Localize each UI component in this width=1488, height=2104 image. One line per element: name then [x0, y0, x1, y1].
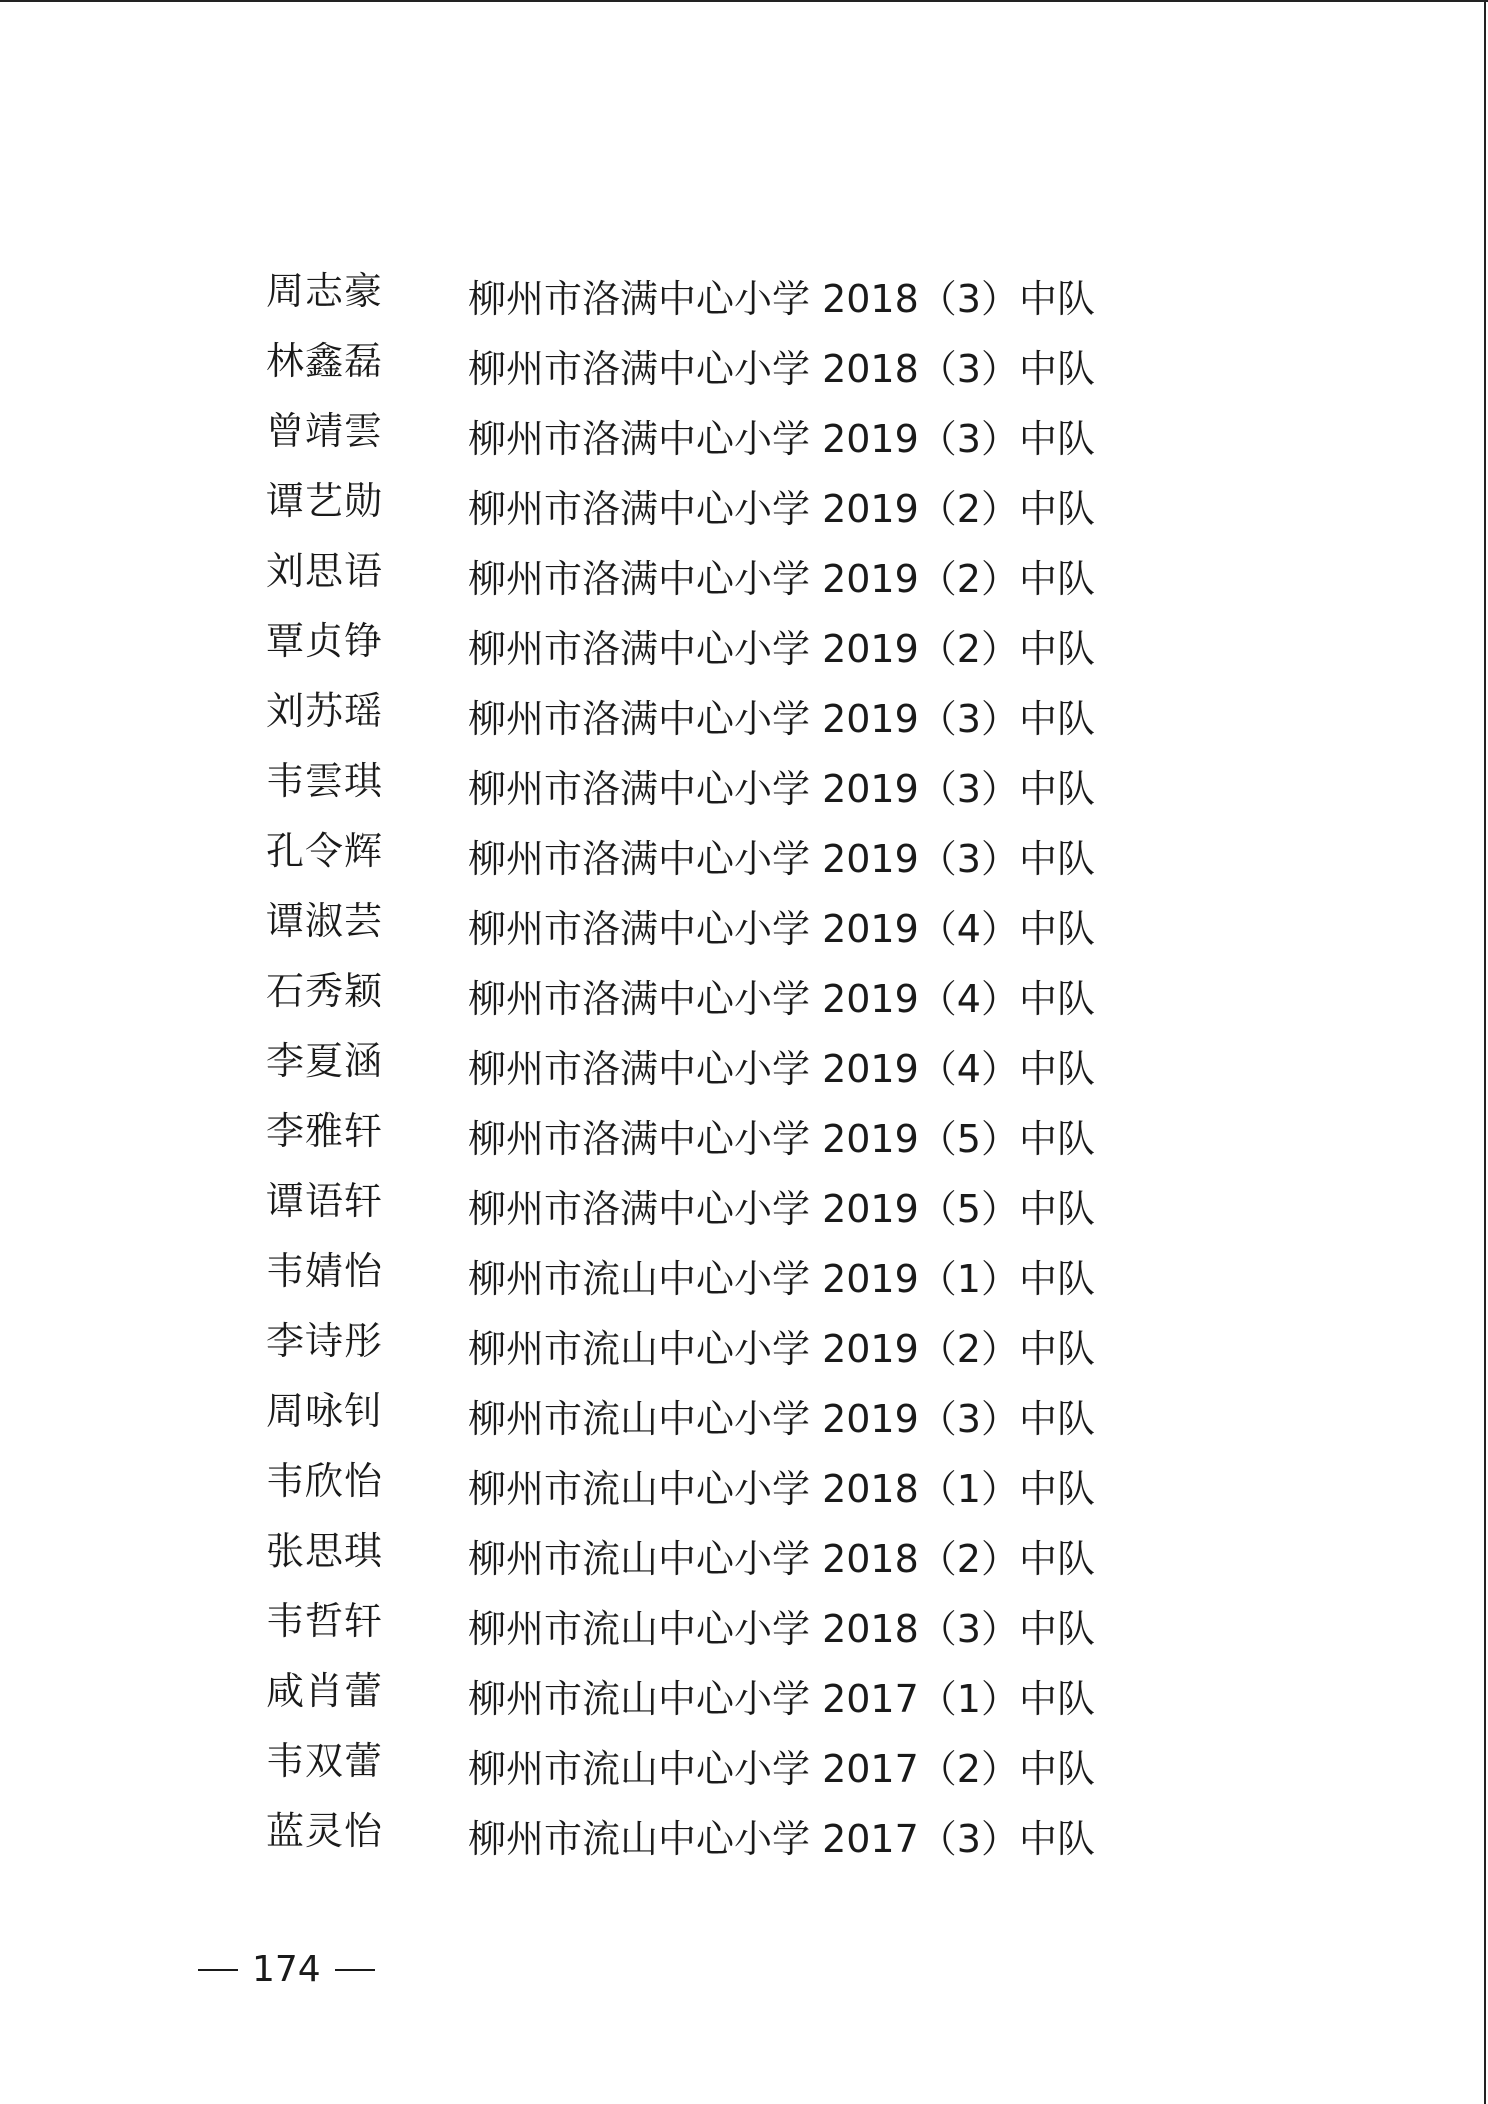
student-name: 张思琪	[266, 1529, 384, 1573]
student-name: 韦双蕾	[266, 1739, 384, 1783]
student-name: 刘思语	[266, 549, 384, 593]
page-right-border	[1484, 0, 1486, 2104]
student-name: 韦雲琪	[266, 759, 384, 803]
list-item	[266, 816, 1166, 886]
school-unit: 柳州市流山中心小学 2019（1）中队	[468, 1257, 1095, 1301]
list-item	[266, 886, 1166, 956]
list-item	[266, 1376, 1166, 1446]
list-item	[266, 536, 1166, 606]
student-name: 覃贞铮	[266, 619, 384, 663]
school-unit: 柳州市洛满中心小学 2019（3）中队	[468, 837, 1095, 881]
list-item	[266, 956, 1166, 1026]
school-unit: 柳州市洛满中心小学 2019（2）中队	[468, 557, 1095, 601]
student-name: 孔令辉	[266, 829, 384, 873]
school-unit: 柳州市洛满中心小学 2019（3）中队	[468, 417, 1095, 461]
student-name: 周志豪	[266, 269, 384, 313]
school-unit: 柳州市流山中心小学 2017（1）中队	[468, 1677, 1095, 1721]
list-item	[266, 1726, 1166, 1796]
student-name: 林鑫磊	[266, 339, 384, 383]
list-item	[266, 1306, 1166, 1376]
student-name: 李诗彤	[266, 1319, 384, 1363]
list-item	[266, 1026, 1166, 1096]
student-name: 刘苏瑶	[266, 689, 384, 733]
page-top-border	[0, 0, 1488, 2]
school-unit: 柳州市洛满中心小学 2018（3）中队	[468, 347, 1095, 391]
school-unit: 柳州市流山中心小学 2018（2）中队	[468, 1537, 1095, 1581]
student-name: 谭淑芸	[266, 899, 384, 943]
list-item	[266, 1586, 1166, 1656]
list-item	[266, 396, 1166, 466]
student-name: 李雅轩	[266, 1109, 384, 1153]
school-unit: 柳州市洛满中心小学 2019（4）中队	[468, 1047, 1095, 1091]
page-footer	[198, 1942, 375, 1998]
list-item	[266, 1096, 1166, 1166]
student-name: 谭艺勋	[266, 479, 384, 523]
school-unit: 柳州市洛满中心小学 2019（5）中队	[468, 1187, 1095, 1231]
list-item	[266, 1796, 1166, 1866]
school-unit: 柳州市洛满中心小学 2018（3）中队	[468, 277, 1095, 321]
school-unit: 柳州市洛满中心小学 2019（5）中队	[468, 1117, 1095, 1161]
list-item	[266, 1166, 1166, 1236]
school-unit: 柳州市洛满中心小学 2019（4）中队	[468, 907, 1095, 951]
list-item	[266, 326, 1166, 396]
school-unit: 柳州市流山中心小学 2019（2）中队	[468, 1327, 1095, 1371]
school-unit: 柳州市洛满中心小学 2019（2）中队	[468, 627, 1095, 671]
student-name: 曾靖雲	[266, 409, 384, 453]
school-unit: 柳州市洛满中心小学 2019（4）中队	[468, 977, 1095, 1021]
student-name: 李夏涵	[266, 1039, 384, 1083]
school-unit: 柳州市流山中心小学 2017（3）中队	[468, 1817, 1095, 1861]
honor-list	[266, 256, 1166, 1866]
footer-dash-left	[198, 1969, 238, 1971]
student-name: 韦婧怡	[266, 1249, 384, 1293]
list-item	[266, 676, 1166, 746]
list-item	[266, 1446, 1166, 1516]
list-item	[266, 1516, 1166, 1586]
school-unit: 柳州市流山中心小学 2018（1）中队	[468, 1467, 1095, 1511]
list-item	[266, 466, 1166, 536]
student-name: 蓝灵怡	[266, 1809, 384, 1853]
page-number: 174	[252, 1949, 321, 1990]
school-unit: 柳州市洛满中心小学 2019（3）中队	[468, 767, 1095, 811]
student-name: 石秀颖	[266, 969, 384, 1013]
school-unit: 柳州市洛满中心小学 2019（2）中队	[468, 487, 1095, 531]
student-name: 周咏钊	[266, 1389, 384, 1433]
student-name: 咸肖蕾	[266, 1669, 384, 1713]
student-name: 谭语轩	[266, 1179, 384, 1223]
list-item	[266, 1236, 1166, 1306]
list-item	[266, 746, 1166, 816]
footer-dash-right	[335, 1969, 375, 1971]
list-item	[266, 1656, 1166, 1726]
student-name: 韦欣怡	[266, 1459, 384, 1503]
school-unit: 柳州市洛满中心小学 2019（3）中队	[468, 697, 1095, 741]
student-name: 韦哲轩	[266, 1599, 384, 1643]
school-unit: 柳州市流山中心小学 2017（2）中队	[468, 1747, 1095, 1791]
school-unit: 柳州市流山中心小学 2018（3）中队	[468, 1607, 1095, 1651]
list-item	[266, 256, 1166, 326]
school-unit: 柳州市流山中心小学 2019（3）中队	[468, 1397, 1095, 1441]
list-item	[266, 606, 1166, 676]
